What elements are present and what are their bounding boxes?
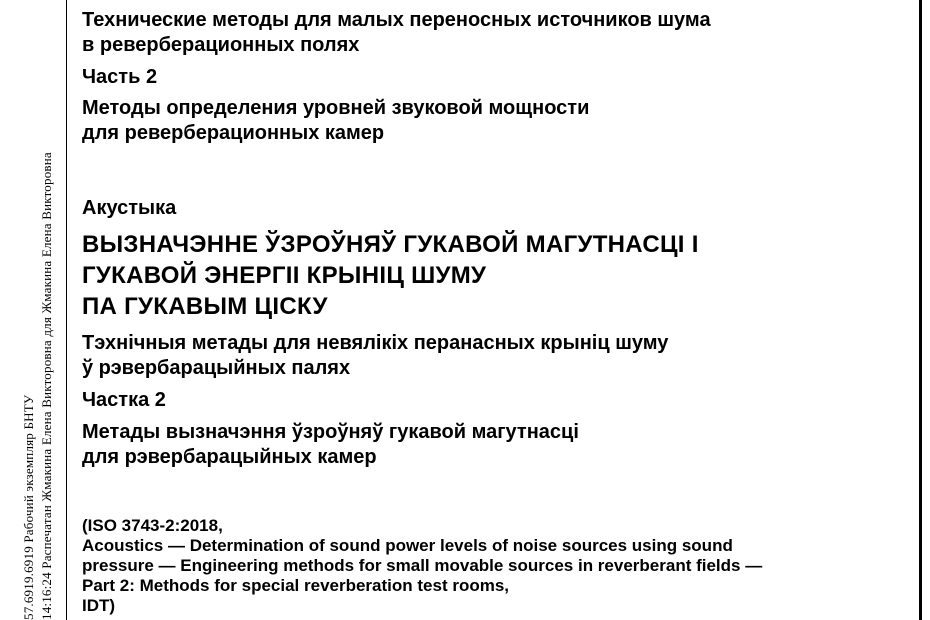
be-title-line-2: ГУКАВОЙ ЭНЕРГІІ КРЫНІЦ ШУМУ [82,262,487,289]
margin-rule [66,0,67,620]
be-heading: Акустыка [82,197,177,219]
be-part-title-line-2: для рэвербарацыйных камер [82,446,377,468]
be-part: Частка 2 [82,389,166,411]
be-part-title-line-1: Метады вызначэння ўзроўняў гукавой магутнасці [82,421,579,443]
be-subtitle [82,331,668,381]
iso-line-1: (ISO 3743-2:2018, [82,516,223,535]
iso-line-4: Part 2: Methods for special reverberation test rooms, [82,576,510,595]
ru-subtitle-line-1: Технические методы для малых переносных источников шума [82,9,711,31]
iso-line-5: IDT) [82,596,116,615]
be-title-line-3: ПА ГУКАВЫМ ЦІСКУ [82,293,328,320]
ru-part-title-line-2: для реверберационных камер [82,122,385,144]
stamp-line-2: 14:16:24 Распечатан Жмакина Елена Викторовна для Жмакина Елена Викторовна [39,152,54,620]
print-stamp [0,0,64,620]
ru-part-title [82,96,589,146]
ru-part-title-line-1: Методы определения уровней звуковой мощности [82,97,590,119]
be-title-line-1: ВЫЗНАЧЭННЕ ЎЗРОЎНЯЎ ГУКАВОЙ МАГУТНАСЦІ І [82,231,699,258]
be-subtitle-line-2: ў рэвербарацыйных палях [82,357,351,379]
iso-reference [82,516,762,616]
iso-line-3: pressure — Engineering methods for small movable sources in reverberant fields — [82,556,763,575]
stamp-line-1: 57.6919.6919 Рабочий экземпляр БНТУ [21,394,36,620]
ru-subtitle [82,8,711,58]
be-part-title [82,420,579,470]
be-subtitle-line-1: Тэхнічныя метады для невялікіх перанасных крыніц шуму [82,332,669,354]
iso-line-2: Acoustics — Determination of sound power levels of noise sources using sound [82,536,733,555]
ru-part: Часть 2 [82,66,158,88]
ru-subtitle-line-2: в реверберационных полях [82,34,360,56]
be-title [82,229,699,322]
page-border [919,0,922,620]
